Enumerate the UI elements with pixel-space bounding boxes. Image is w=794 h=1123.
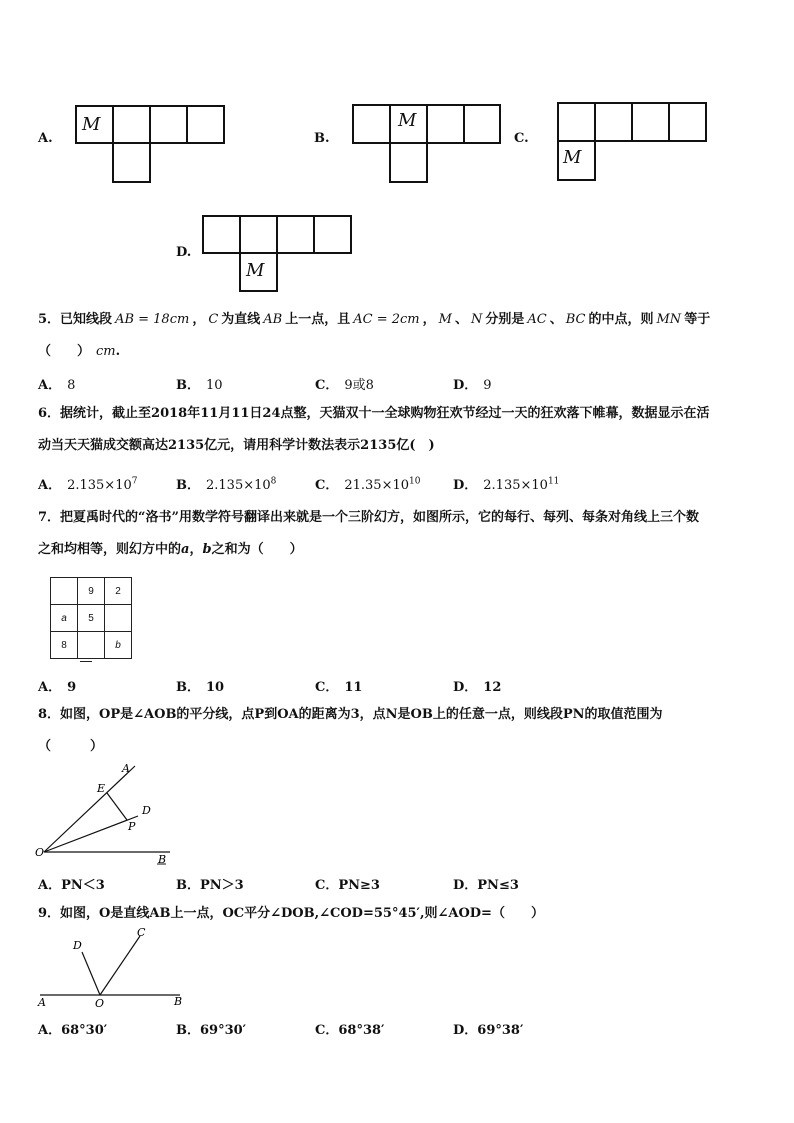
option-label: C． bbox=[315, 680, 339, 695]
point-label-e: E bbox=[97, 782, 106, 795]
exponent: 11 bbox=[547, 476, 560, 487]
net-square bbox=[149, 105, 188, 144]
point-label-a: A bbox=[38, 996, 46, 1009]
option-label: B． bbox=[176, 378, 200, 393]
option-label: B. bbox=[314, 131, 330, 146]
option-value: 2.135×10 bbox=[206, 478, 271, 493]
perpendicular-pe bbox=[107, 793, 127, 820]
option-value: 2.135×10 bbox=[67, 478, 132, 493]
net-mark-m: M bbox=[398, 110, 417, 131]
option-label: C. bbox=[514, 131, 529, 146]
option-value: 9 bbox=[67, 680, 77, 695]
math: AB = 18cm bbox=[115, 312, 190, 327]
option-value: 21.35×10 bbox=[344, 478, 410, 493]
net-square bbox=[668, 102, 707, 142]
net-square bbox=[426, 104, 465, 144]
point-label-o: O bbox=[95, 997, 105, 1010]
point-label-o: O bbox=[35, 846, 45, 859]
point-label-p: P bbox=[128, 820, 136, 833]
option-label: C． bbox=[315, 478, 339, 493]
magic-cell bbox=[77, 631, 105, 659]
net-square bbox=[313, 215, 352, 254]
option-value: 69°30′ bbox=[200, 1023, 247, 1038]
text: 的中点，则 bbox=[588, 312, 654, 327]
magic-cell bbox=[104, 604, 132, 632]
ray-oa bbox=[44, 766, 135, 852]
option-b bbox=[176, 676, 224, 695]
magic-cell: 8 bbox=[50, 631, 78, 659]
option-a bbox=[38, 474, 137, 493]
option-value: 12 bbox=[483, 680, 502, 695]
text: ， bbox=[192, 312, 206, 327]
text: 之和为（ ） bbox=[211, 542, 303, 557]
net-square bbox=[557, 102, 596, 142]
text: 、 bbox=[454, 312, 468, 327]
option-c bbox=[315, 374, 374, 393]
math: AB bbox=[263, 312, 283, 327]
net-square bbox=[463, 104, 501, 144]
option-a bbox=[38, 874, 105, 893]
point-label-d: D bbox=[142, 804, 151, 817]
option-d bbox=[453, 874, 519, 893]
q8-line-1: 8．如图，OP是∠AOB的平分线，点P到OA的距离为3，点N是OB上的任意一点，则线段PN的取值范围为 bbox=[38, 707, 663, 722]
option-c bbox=[315, 874, 380, 893]
option-label: A. bbox=[38, 131, 53, 146]
point-label-c: C bbox=[137, 926, 146, 939]
option-value: 9或8 bbox=[344, 378, 374, 393]
text: ， bbox=[422, 312, 436, 327]
option-value: PN＞3 bbox=[200, 878, 244, 893]
option-value: 68°38′ bbox=[338, 1023, 385, 1038]
net-square bbox=[594, 102, 633, 142]
option-value: PN＜3 bbox=[61, 878, 105, 893]
q5-line-1 bbox=[38, 311, 710, 329]
magic-cell: 9 bbox=[77, 577, 105, 605]
net-square bbox=[112, 142, 151, 183]
q8-angle-figure bbox=[30, 758, 180, 868]
option-label: A． bbox=[38, 378, 62, 393]
text: 上一点，且 bbox=[285, 312, 351, 327]
option-d bbox=[453, 676, 501, 695]
option-label: B． bbox=[176, 478, 200, 493]
math: N bbox=[470, 312, 483, 327]
option-b bbox=[176, 1019, 246, 1038]
net-square bbox=[631, 102, 670, 142]
net-square bbox=[186, 105, 225, 144]
net-square bbox=[202, 215, 241, 254]
q9-angle-figure bbox=[30, 924, 190, 1010]
point-label-b: B bbox=[174, 995, 183, 1008]
option-label: A． bbox=[38, 878, 62, 893]
q6-line-2: 动当天天猫成交额高达2135亿元，请用科学计数法表示2135亿( ) bbox=[38, 438, 435, 453]
text: 等于 bbox=[684, 312, 711, 327]
math: cm bbox=[96, 344, 116, 359]
magic-cell: 5 bbox=[77, 604, 105, 632]
option-d bbox=[453, 374, 492, 393]
net-square bbox=[352, 104, 391, 144]
net-square bbox=[112, 105, 151, 144]
option-value: 9 bbox=[483, 378, 492, 393]
option-value: 10 bbox=[206, 378, 223, 393]
text: 之和均相等，则幻方中的 bbox=[38, 542, 182, 557]
option-value: 68°30′ bbox=[61, 1023, 108, 1038]
var-a: a bbox=[181, 542, 190, 557]
text: ， bbox=[189, 542, 203, 557]
option-value: PN≥3 bbox=[338, 878, 380, 893]
option-b bbox=[176, 374, 223, 393]
text: . bbox=[115, 344, 121, 359]
magic-cell: 2 bbox=[104, 577, 132, 605]
option-label: B． bbox=[176, 878, 200, 893]
option-value: 8 bbox=[67, 378, 76, 393]
q9-line-1: 9．如图，O是直线AB上一点，OC平分∠DOB,∠COD=55°45′,则∠AOD=（ ） bbox=[38, 906, 544, 921]
net-mark-m: M bbox=[563, 147, 582, 168]
option-value: 10 bbox=[206, 680, 225, 695]
q7-line-1: 7．把夏禹时代的“洛书”用数学符号翻译出来就是一个三阶幻方，如图所示，它的每行、每列、每条对角线上三个数 bbox=[38, 510, 700, 525]
option-label: A． bbox=[38, 1023, 62, 1038]
math: M bbox=[438, 312, 452, 327]
option-label: D． bbox=[453, 478, 478, 493]
q8-line-2: （ ） bbox=[38, 739, 104, 754]
option-label: D． bbox=[453, 680, 478, 695]
net-square bbox=[389, 142, 428, 183]
magic-cell: a bbox=[50, 604, 78, 632]
point-label-a: A bbox=[122, 762, 130, 775]
option-a bbox=[38, 1019, 107, 1038]
option-label: A． bbox=[38, 478, 62, 493]
math: C bbox=[208, 312, 219, 327]
option-label: C． bbox=[315, 878, 339, 893]
option-c bbox=[315, 1019, 384, 1038]
point-label-d: D bbox=[73, 939, 82, 952]
math: BC bbox=[565, 312, 586, 327]
net-mark-m: M bbox=[246, 260, 265, 281]
option-label: C． bbox=[315, 378, 339, 393]
exponent: 7 bbox=[131, 476, 138, 487]
net-square bbox=[276, 215, 315, 254]
answer-blank: （ ） bbox=[38, 344, 91, 359]
option-label: D． bbox=[453, 878, 478, 893]
exponent: 8 bbox=[270, 476, 277, 487]
option-value: 2.135×10 bbox=[483, 478, 548, 493]
ray-oc bbox=[100, 936, 140, 995]
text: 分别是 bbox=[485, 312, 525, 327]
point-label-b: B bbox=[158, 853, 167, 866]
math: MN bbox=[656, 312, 682, 327]
option-d bbox=[453, 1019, 523, 1038]
text: 、 bbox=[549, 312, 563, 327]
question-number: 5． bbox=[38, 312, 61, 327]
option-b bbox=[176, 874, 244, 893]
q6-line-1: 6．据统计，截止至2018年11月11日24点整，天猫双十一全球购物狂欢节经过一天的狂欢落下帷幕，数据显示在活 bbox=[38, 406, 710, 421]
math: AC bbox=[527, 312, 547, 327]
option-label: C． bbox=[315, 1023, 339, 1038]
option-value: 11 bbox=[344, 680, 363, 695]
option-label: B． bbox=[176, 1023, 200, 1038]
option-a bbox=[38, 374, 75, 393]
option-b bbox=[176, 474, 276, 493]
q7-line-2 bbox=[38, 541, 303, 559]
option-c bbox=[315, 474, 420, 493]
math: AC = 2cm bbox=[353, 312, 420, 327]
text: 为直线 bbox=[221, 312, 261, 327]
underline-mark bbox=[80, 661, 92, 662]
option-label: D． bbox=[453, 378, 478, 393]
text: 已知线段 bbox=[60, 312, 113, 327]
magic-cell: b bbox=[104, 631, 132, 659]
magic-cell bbox=[50, 577, 78, 605]
net-mark-m: M bbox=[82, 114, 101, 135]
net-square bbox=[239, 215, 278, 254]
option-a bbox=[38, 676, 76, 695]
option-value: 69°38′ bbox=[477, 1023, 524, 1038]
bisector-op bbox=[44, 816, 138, 852]
option-label: B． bbox=[176, 680, 200, 695]
option-label: A． bbox=[38, 680, 62, 695]
option-label: D． bbox=[453, 1023, 478, 1038]
q5-line-2 bbox=[38, 343, 120, 361]
option-d bbox=[453, 474, 559, 493]
exponent: 10 bbox=[409, 476, 421, 487]
var-b: b bbox=[202, 542, 212, 557]
option-value: PN≤3 bbox=[477, 878, 519, 893]
option-c bbox=[315, 676, 362, 695]
ray-od bbox=[82, 952, 100, 995]
option-label: D. bbox=[176, 245, 192, 260]
